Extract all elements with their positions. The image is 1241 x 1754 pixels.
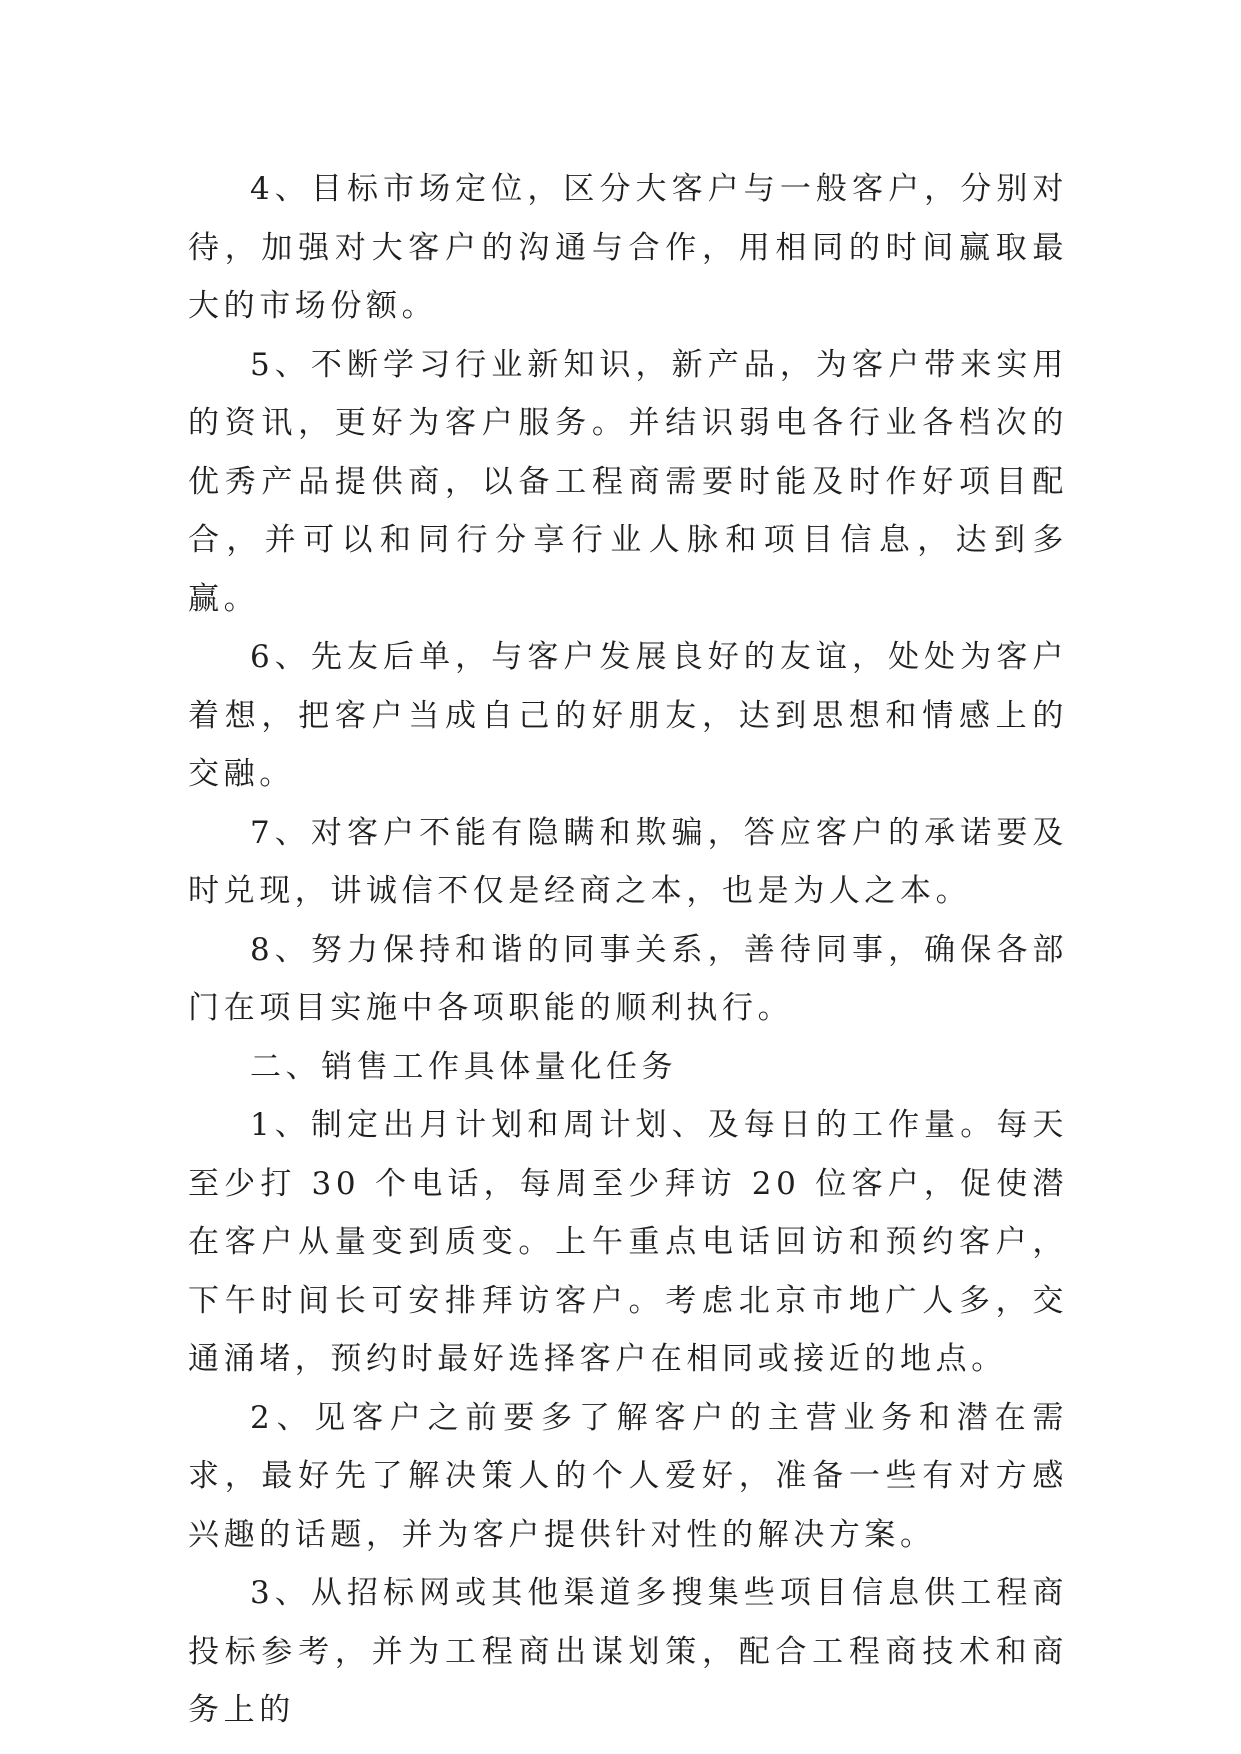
paragraph-task-2: 2、见客户之前要多了解客户的主营业务和潜在需求，最好先了解决策人的个人爱好，准备一些有对方感兴趣的话题，并为客户提供针对性的解决方案。	[188, 1399, 1068, 1553]
document-body	[188, 160, 1068, 1740]
paragraph-task-3: 3、从招标网或其他渠道多搜集些项目信息供工程商投标参考，并为工程商出谋划策，配合工程商技术和商务上的	[188, 1575, 1068, 1728]
paragraph-item-7: 7、对客户不能有隐瞒和欺骗，答应客户的承诺要及时兑现，讲诚信不仅是经商之本，也是为人之本。	[188, 814, 1068, 909]
paragraph-item-6: 6、先友后单，与客户发展良好的友谊，处处为客户着想，把客户当成自己的好朋友，达到思想和情感上的交融。	[188, 639, 1068, 792]
paragraph-item-5: 5、不断学习行业新知识，新产品，为客户带来实用的资讯，更好为客户服务。并结识弱电各行业各档次的优秀产品提供商，以备工程商需要时能及时作好项目配合，并可以和同行分享行业人脉和项目信息，达到多赢。	[188, 346, 1068, 617]
paragraph-task-1: 1、制定出月计划和周计划、及每日的工作量。每天至少打 30 个电话，每周至少拜访 20 位客户，促使潜在客户从量变到质变。上午重点电话回访和预约客户，下午时间长可安排拜访客户。考虑北京市地广人多，交通涌堵，预约时最好选择客户在相同或接近的地点。	[188, 1107, 1068, 1377]
paragraph-item-4: 4、目标市场定位，区分大客户与一般客户，分别对待，加强对大客户的沟通与合作，用相同的时间赢取最大的市场份额。	[188, 171, 1068, 324]
paragraph-item-8: 8、努力保持和谐的同事关系，善待同事，确保各部门在项目实施中各项职能的顺利执行。	[188, 931, 1068, 1026]
section-heading: 二、销售工作具体量化任务	[250, 1048, 678, 1085]
